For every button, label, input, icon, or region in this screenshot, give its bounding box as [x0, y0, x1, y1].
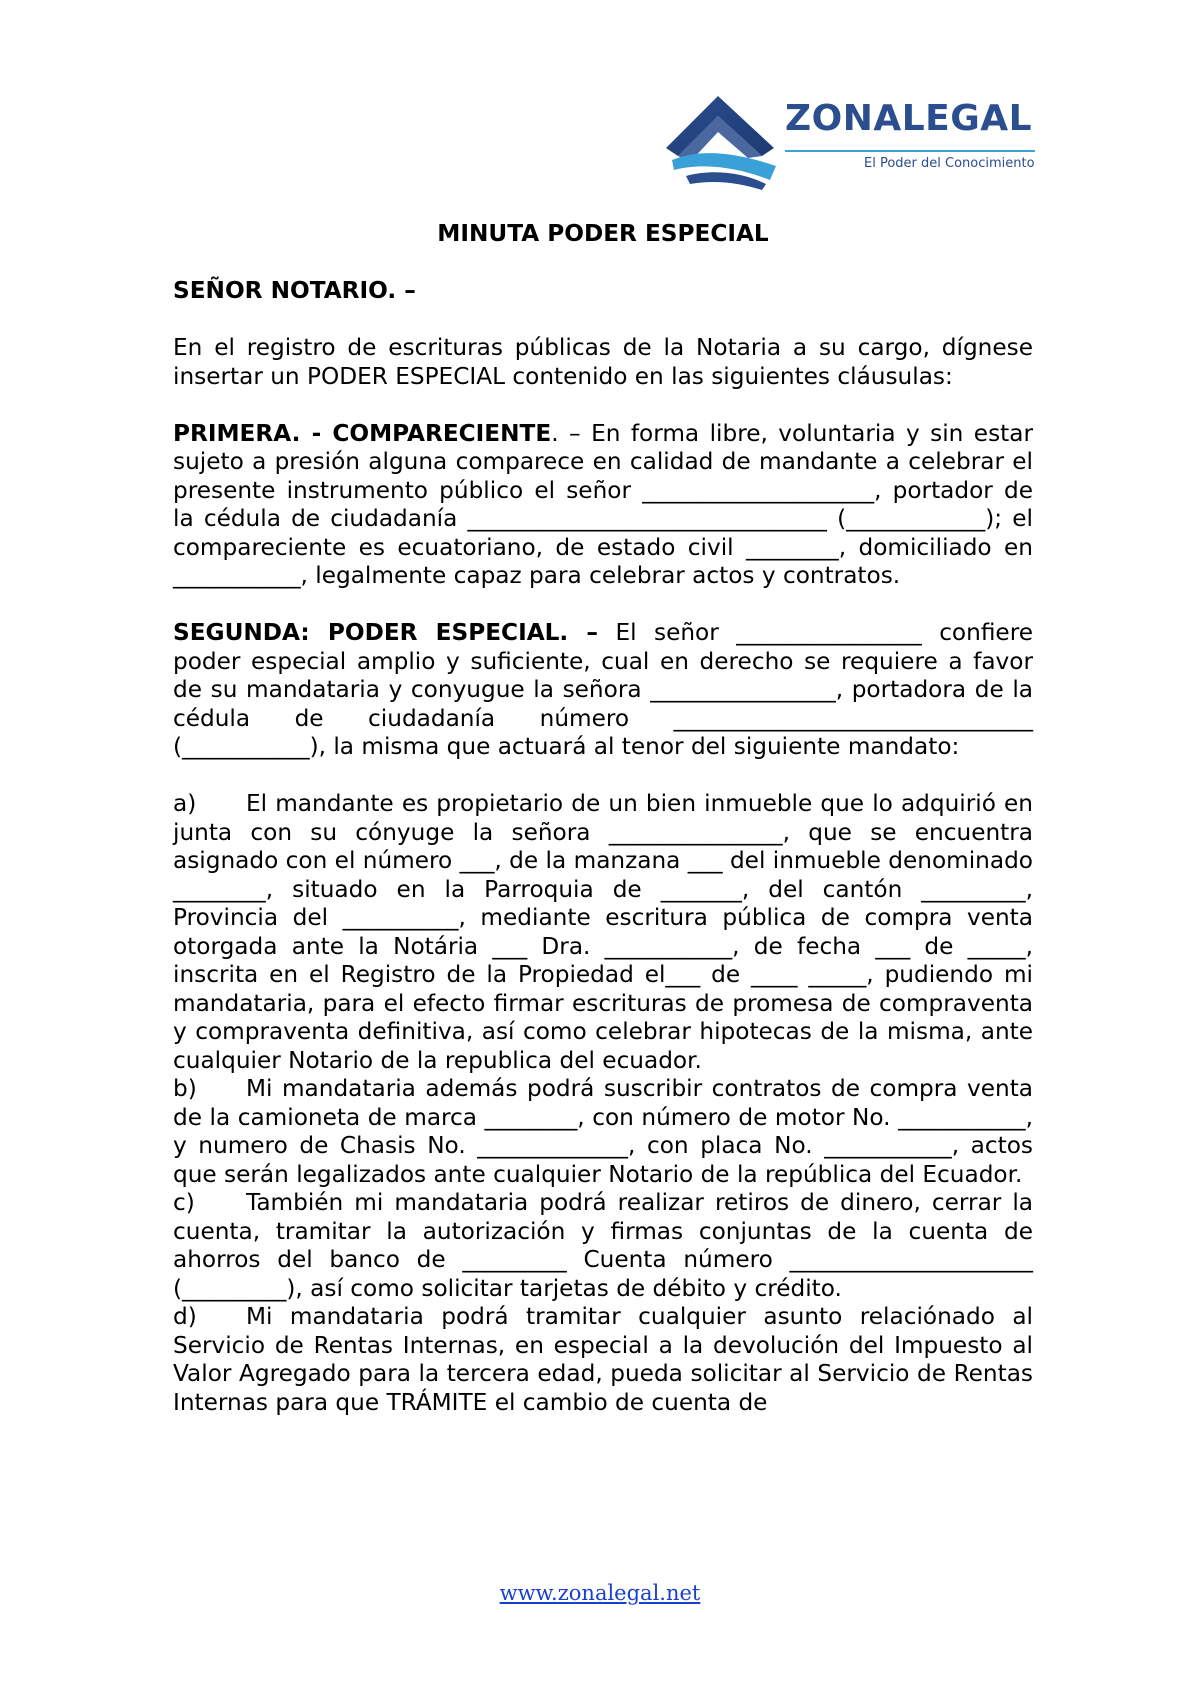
logo-tagline: El Poder del Conocimiento [864, 156, 1035, 171]
clause-segunda-text: El señor ________________ confiere poder especial amplio y suficiente, cual en derecho se requiere a favor de su mandataria y conyugue la señora ________________, portadora de la cédula de ciudadanía número _______________________________ (___________), la misma que actuará al tenor del siguiente mandato: [173, 619, 1033, 760]
intro-paragraph: En el registro de escrituras públicas de la Notaria a su cargo, dígnese insertar un PODER ESPECIAL contenido en las siguientes cláusulas: [173, 334, 1033, 390]
mandate-item-c [173, 1189, 1033, 1303]
item-text: Mi mandataria además podrá suscribir contratos de compra venta de la camioneta de marca ________, con número de motor No. ___________, y numero de Chasis No. _____________, con placa No. ___________, actos que serán legalizados ante cualquier Notario de la república del Ecuador. [173, 1075, 1033, 1188]
item-letter: b) [173, 1075, 197, 1102]
clause-segunda [173, 619, 1033, 762]
salutation: SEÑOR NOTARIO. – [173, 277, 416, 304]
logo-wordmark: ZONALEGAL [785, 98, 1033, 139]
footer [0, 1581, 1200, 1605]
clause-primera [173, 420, 1033, 591]
mandate-item-a [173, 790, 1033, 1075]
clause-primera-text: . – En forma libre, voluntaria y sin estar sujeto a presión alguna comparece en calidad de mandante a celebrar el presente instrumento público el señor ____________________, portador de la cédula de ciudadanía _______________________________ (____________); el compareciente es ecuatoriano, de estado civil ________, domiciliado en ___________, legalmente capaz para celebrar actos y contratos. [173, 419, 1033, 589]
mandate-item-d [173, 1303, 1033, 1417]
item-letter: c) [173, 1189, 195, 1216]
logo-divider [785, 150, 1035, 152]
item-letter: d) [173, 1303, 197, 1330]
item-text: El mandante es propietario de un bien inmueble que lo adquirió en junta con su cónyuge la señora _______________, que se encuentra asignado con el número ___, de la manzana ___ del inmueble denominado ________, situado en la Parroquia de _______, del cantón _________, Provincia del __________, mediante escritura pública de compra venta otorgada ante la Notária ___ Dra. ___________, de fecha ___ de _____, inscrita en el Registro de la Propiedad el___ de ____ _____, pudiendo mi mandataria, para el efecto firmar escrituras de promesa de compraventa y compraventa definitiva, así como celebrar hipotecas de la misma, ante cualquier Notario de la republica del ecuador. [173, 790, 1033, 1074]
document-title: MINUTA PODER ESPECIAL [437, 220, 769, 247]
item-text: También mi mandataria podrá realizar retiros de dinero, cerrar la cuenta, tramitar la autorización y firmas conjuntas de la cuenta de ahorros del banco de _________ Cuenta número _____________________ (_________), así como solicitar tarjetas de débito y crédito. [173, 1189, 1033, 1302]
clause-primera-heading: PRIMERA. - COMPARECIENTE [173, 419, 552, 447]
item-letter: a) [173, 790, 197, 817]
website-link[interactable]: www.zonalegal.net [499, 1581, 701, 1605]
document-body [173, 220, 1033, 1417]
clause-segunda-heading: SEGUNDA: PODER ESPECIAL. – [173, 619, 598, 646]
mandate-item-b [173, 1075, 1033, 1189]
item-text: Mi mandataria podrá tramitar cualquier asunto relaciónado al Servicio de Rentas Internas, en especial a la devolución del Impuesto al Valor Agregado para la tercera edad, pueda solicitar al Servicio de Rentas Internas para que TRÁMITE el cambio de cuenta de [173, 1303, 1033, 1416]
